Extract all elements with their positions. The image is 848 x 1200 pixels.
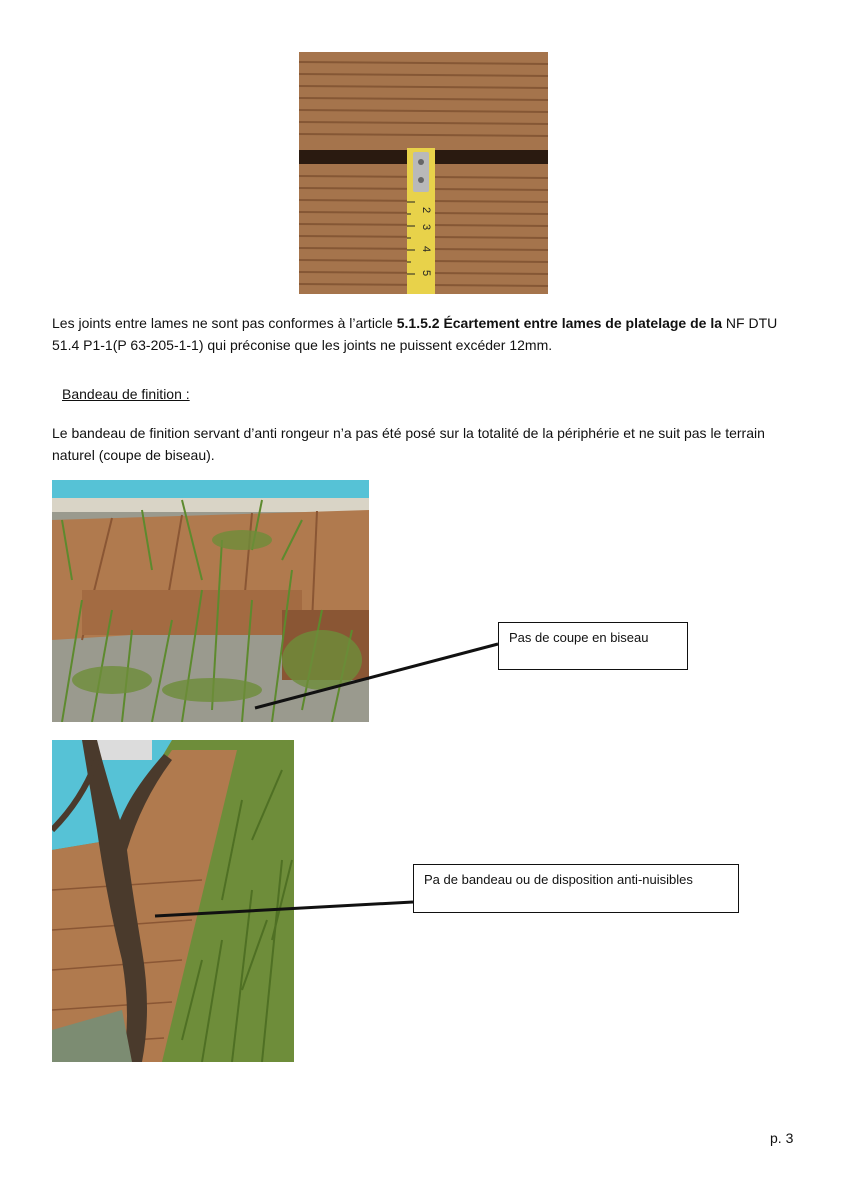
tape-number: 3 xyxy=(420,224,432,231)
paragraph-joints xyxy=(52,312,797,356)
article-reference: 5.1.5.2 Écartement entre lames de platelage de la xyxy=(396,315,723,331)
photo-deck-pool-tree xyxy=(52,740,294,1062)
tape-number: 5 xyxy=(420,270,432,277)
photo-deck-edge xyxy=(52,480,369,722)
section-heading-bandeau: Bandeau de finition : xyxy=(62,386,190,402)
tape-number: 4 xyxy=(420,246,432,253)
paragraph-joints-start: Les joints entre lames ne sont pas conformes à l’article xyxy=(52,315,397,331)
photo-tape-measure xyxy=(299,52,548,294)
callout-no-bandeau: Pa de bandeau ou de disposition anti-nuisibles xyxy=(413,864,739,913)
callout-no-bevel-cut: Pas de coupe en biseau xyxy=(498,622,688,670)
page-number: p. 3 xyxy=(770,1130,794,1146)
paragraph-bandeau: Le bandeau de finition servant d’anti rongeur n’a pas été posé sur la totalité de la périphérie et ne suit pas le terrain naturel (coupe de biseau). xyxy=(52,425,765,463)
paragraph-joints-end: NF DTU 51.4 P1-1(P 63-205-1-1) qui préconise que les joints ne puissent excéder 12mm. xyxy=(52,315,778,353)
tape-number: 2 xyxy=(420,207,432,214)
